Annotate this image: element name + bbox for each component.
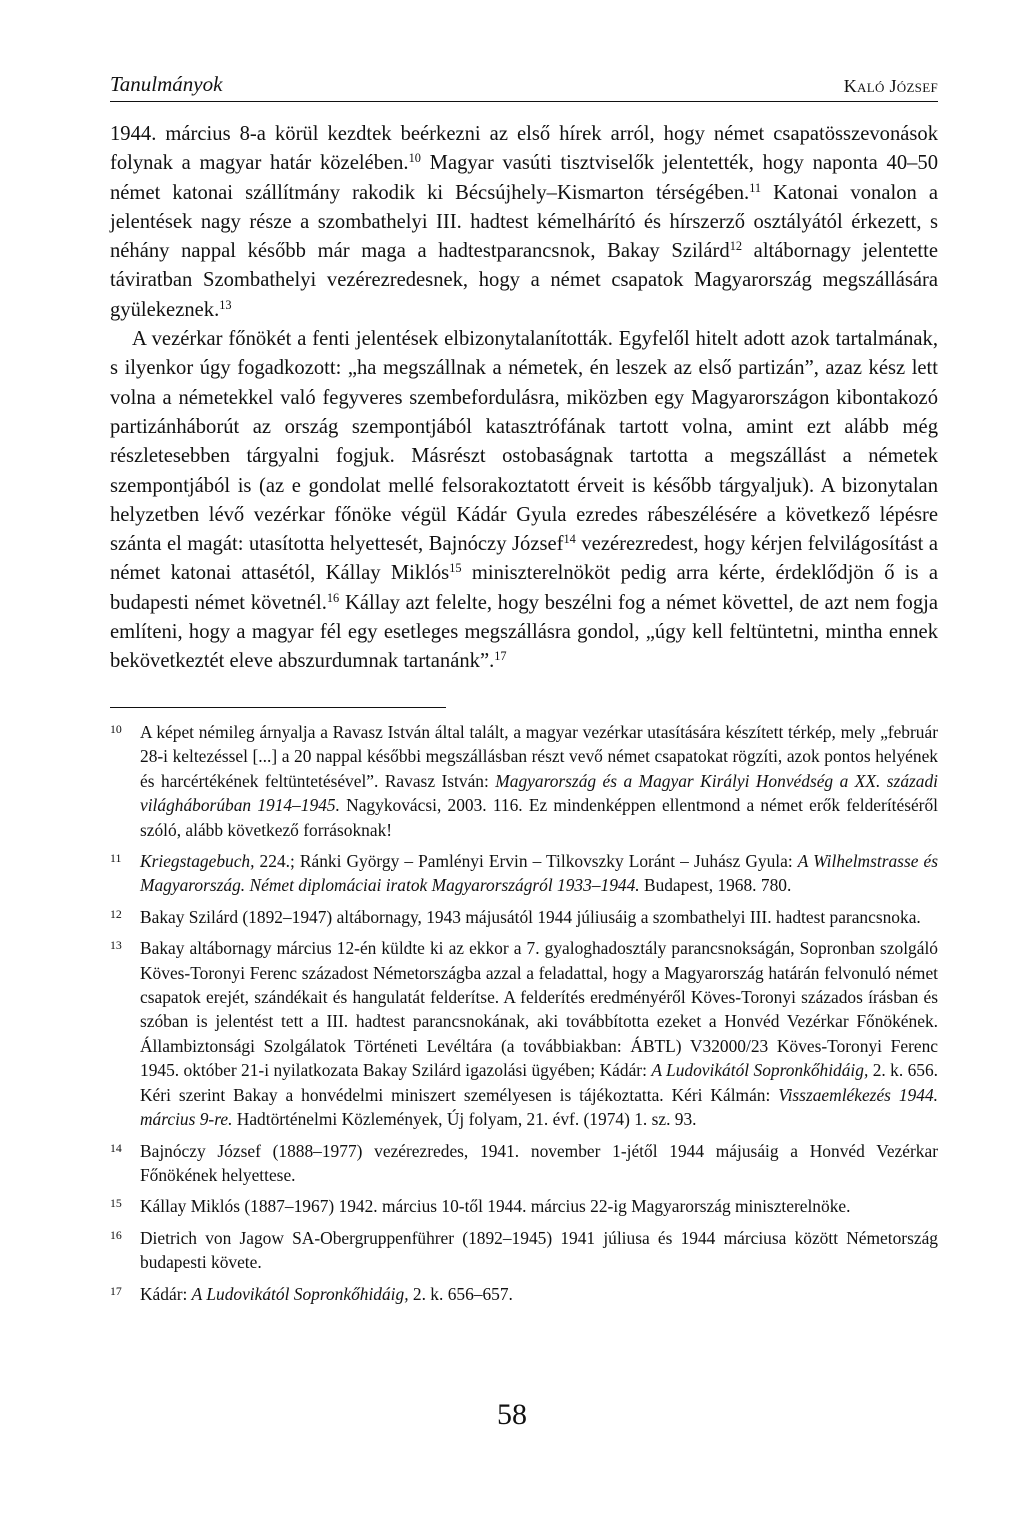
footnote-text: [140, 936, 938, 1131]
footnote-ref-16[interactable]: 16: [326, 590, 340, 605]
footnote-ref-14[interactable]: 14: [563, 532, 576, 547]
footnote-title: A Wilhelmstrasse és Magyarország. Német diplomáciai iratok Magyarországról 1933–1944.: [140, 851, 938, 896]
footnote-ref-11[interactable]: 11: [749, 180, 762, 195]
footnote-text: [140, 1282, 938, 1306]
footnote-11: [110, 849, 938, 898]
p2-text-3: miniszterelnököt pedig arra kérte, érdeklődjön ő is a budapesti német követnél.: [110, 562, 938, 614]
main-text: [110, 120, 938, 677]
footnote-number: 17: [110, 1283, 122, 1298]
footnote-16: [110, 1226, 938, 1275]
p2-text-2: vezérezredest, hogy kérjen felvilágosítást a német katonai attasétól, Kállay Miklós: [110, 533, 938, 585]
footnote-text: Kállay Miklós (1887–1967) 1942. március 10-től 1944. március 22-ig Magyarország miniszterelnöke.: [140, 1196, 851, 1217]
footnote-number: 12: [110, 906, 122, 921]
footnote-10: [110, 720, 938, 842]
footnote-text: Bakay Szilárd (1892–1947) altábornagy, 1943 májusától 1944 júliusáig a szombathelyi III. hadtest parancsnoka.: [140, 906, 921, 927]
footnote-text-part: A képet némileg árnyalja a Ravasz István által talált, a magyar vezérkar utasítására készített térkép, mely „február 28-i keltezéssel [...] a 20 nappal későbbi megszállásban részt vevő német csapatokat rögzíti, azok pontos helyének és harcértékének feltüntetésével”. Ravasz István:: [140, 722, 938, 791]
footnote-text-part: 2. k. 656. Kéri szerint Bakay a honvédelmi miniszert személyesen is tájékoztatta. Kéri Kálmán:: [140, 1060, 939, 1105]
footnote-text-part: Bakay altábornagy március 12-én küldte ki az ekkor a 7. gyaloghadosztály parancsnokságán, Sopronban szolgáló Köves-Toronyi Ferenc századost Németországba azzal a feladattal, hogy a Magyarország határán felvonuló német csapatok erejét, szándékait és hangulatát felderítse. A felderítés eredményéről Köves-Toronyi százados írásban és szóban is jelentést tett a III. hadtest parancsnokának, aki továbbította ezeket a Honvéd Vezérkar Főnökének. Állambiztonsági Szolgálatok Történeti Levéltára (a továbbiakban: ÁBTL) V32000/23 Köves-Toronyi Ferenc 1945. október 21-i nyilatkozata Bakay Szilárd igazolási ügyében; Kádár:: [140, 938, 938, 1081]
footnote-title: Magyarország és a Magyar Királyi Honvédség a XX. századi világháborúban 1914–1945.: [140, 770, 939, 816]
footnote-title: A Ludovikától Sopronkőhidáig,: [651, 1060, 869, 1081]
footnote-14: [110, 1139, 938, 1188]
page-number: 58: [497, 1398, 527, 1431]
footnote-text-part: 224.; Ránki György – Pamlényi Ervin – Tilkovszky Loránt – Juhász Gyula:: [254, 851, 798, 872]
footnote-number: 11: [110, 851, 122, 866]
footnote-text: Dietrich von Jagow SA-Obergruppenführer (1892–1945) 1941 júliusa és 1944 márciusa között Németország budapesti követe.: [140, 1227, 938, 1273]
footnote-title: A Ludovikától Sopronkőhidáig,: [191, 1283, 409, 1304]
footnote-number: 14: [110, 1140, 122, 1155]
footnote-13: [110, 936, 938, 1131]
header-section-title: Tanulmányok: [110, 72, 223, 96]
footnote-text-part: Hadtörténelmi Közlemények, Új folyam, 21. évf. (1974) 1. sz. 93.: [232, 1109, 697, 1130]
footnote-text-part: Budapest, 1968. 780.: [639, 875, 792, 896]
footnote-15: [110, 1194, 938, 1218]
footnote-ref-15[interactable]: 15: [449, 561, 462, 576]
footnote-number: 15: [110, 1196, 122, 1211]
footnote-text: Bajnóczy József (1888–1977) vezérezredes, 1941. november 1-jétől 1944 májusáig a Honvéd Vezérkar Főnökének helyettese.: [140, 1140, 938, 1185]
footnote-text: [140, 720, 938, 842]
footnote-text: [140, 849, 938, 898]
p2-text-1: A vezérkar főnökét a fenti jelentések elbizonytalanították. Egyfelől hitelt adott azok tartalmának, s ilyenkor úgy fogadkozott: „ha megszállnak a németek, én leszek az első partizán”, azaz kész lett volna a németekkel való fegyveres szembefordulásra, miközben egy Magyarországon kibontakozó partizánháborút az ország szempontjából katasztrófának tartott volna, amint ezt alább még részletesebben tárgyalni fogjuk. Másrészt ostobaságnak tartotta a megszállást a németek szempontjából is (az e gondolat mellé felsorakoztatott érveit is később tárgyaljuk). A bizonytalan helyzetben lévő vezérkar főnöke végül Kádár Gyula ezredes rábeszélésére a következő lépésre szánta el magát: utasította helyettesét, Bajnóczy József: [110, 328, 938, 556]
running-header: [110, 72, 938, 102]
p1-text-4: altábornagy jelentette táviratban Szombathelyi vezérezredesnek, hogy a német csapatok Magyarország megszállására gyülekeznek.: [110, 240, 938, 321]
footnote-text-part: Kádár:: [140, 1283, 192, 1304]
p1-text-3: Katonai vonalon a jelentések nagy része a szombathelyi III. hadtest kémelhárító és hírszerző osztályától érkezett, s néhány nappal később már maga a hadtestparancsnok, Bakay Szilárd: [110, 181, 938, 263]
footnote-17: [110, 1282, 938, 1306]
footnote-text-part: Nagykovácsi, 2003. 116. Ez mindenképpen ellentmond a német erők felderítéséről szóló, alább következő forrásoknak!: [140, 795, 939, 840]
header-author: Kaló József: [843, 76, 938, 96]
p1-text-1: 1944. március 8-a körül kezdtek beérkezni az első hírek arról, hogy német csapatösszevonások folynak a magyar határ közelében.: [110, 123, 938, 175]
footnote-text-part: 2. k. 656–657.: [408, 1283, 513, 1304]
p2-text-4: Kállay azt felelte, hogy beszélni fog a német követtel, de azt nem fogja említeni, hogy a magyar fél egy esetleges megszállásra gondol, „úgy kell feltüntetni, mintha ennek bekövetkeztét eleve abszurdumnak tartanánk”.: [110, 591, 938, 673]
footnote-number: 16: [110, 1227, 122, 1242]
footnotes: [110, 720, 938, 1313]
footnote-ref-13[interactable]: 13: [219, 297, 232, 312]
footnote-ref-10[interactable]: 10: [408, 151, 421, 166]
footnote-divider: [110, 707, 446, 708]
footnote-title: Kriegstagebuch,: [140, 851, 255, 872]
footnote-number: 13: [110, 938, 122, 953]
paragraph-1: [110, 120, 938, 325]
footnote-number: 10: [110, 722, 122, 736]
footnote-ref-17[interactable]: 17: [494, 649, 507, 664]
footnote-ref-12[interactable]: 12: [729, 239, 743, 254]
paragraph-2: [110, 325, 938, 677]
p1-text-2: Magyar vasúti tisztviselők jelentették, hogy naponta 40–50 német katonai szállítmány rakodik ki Bécsújhely–Kismarton térségében.: [110, 152, 939, 204]
footnote-12: [110, 905, 938, 929]
footnote-title: Visszaemlékezés 1944. március 9-re.: [140, 1084, 938, 1130]
